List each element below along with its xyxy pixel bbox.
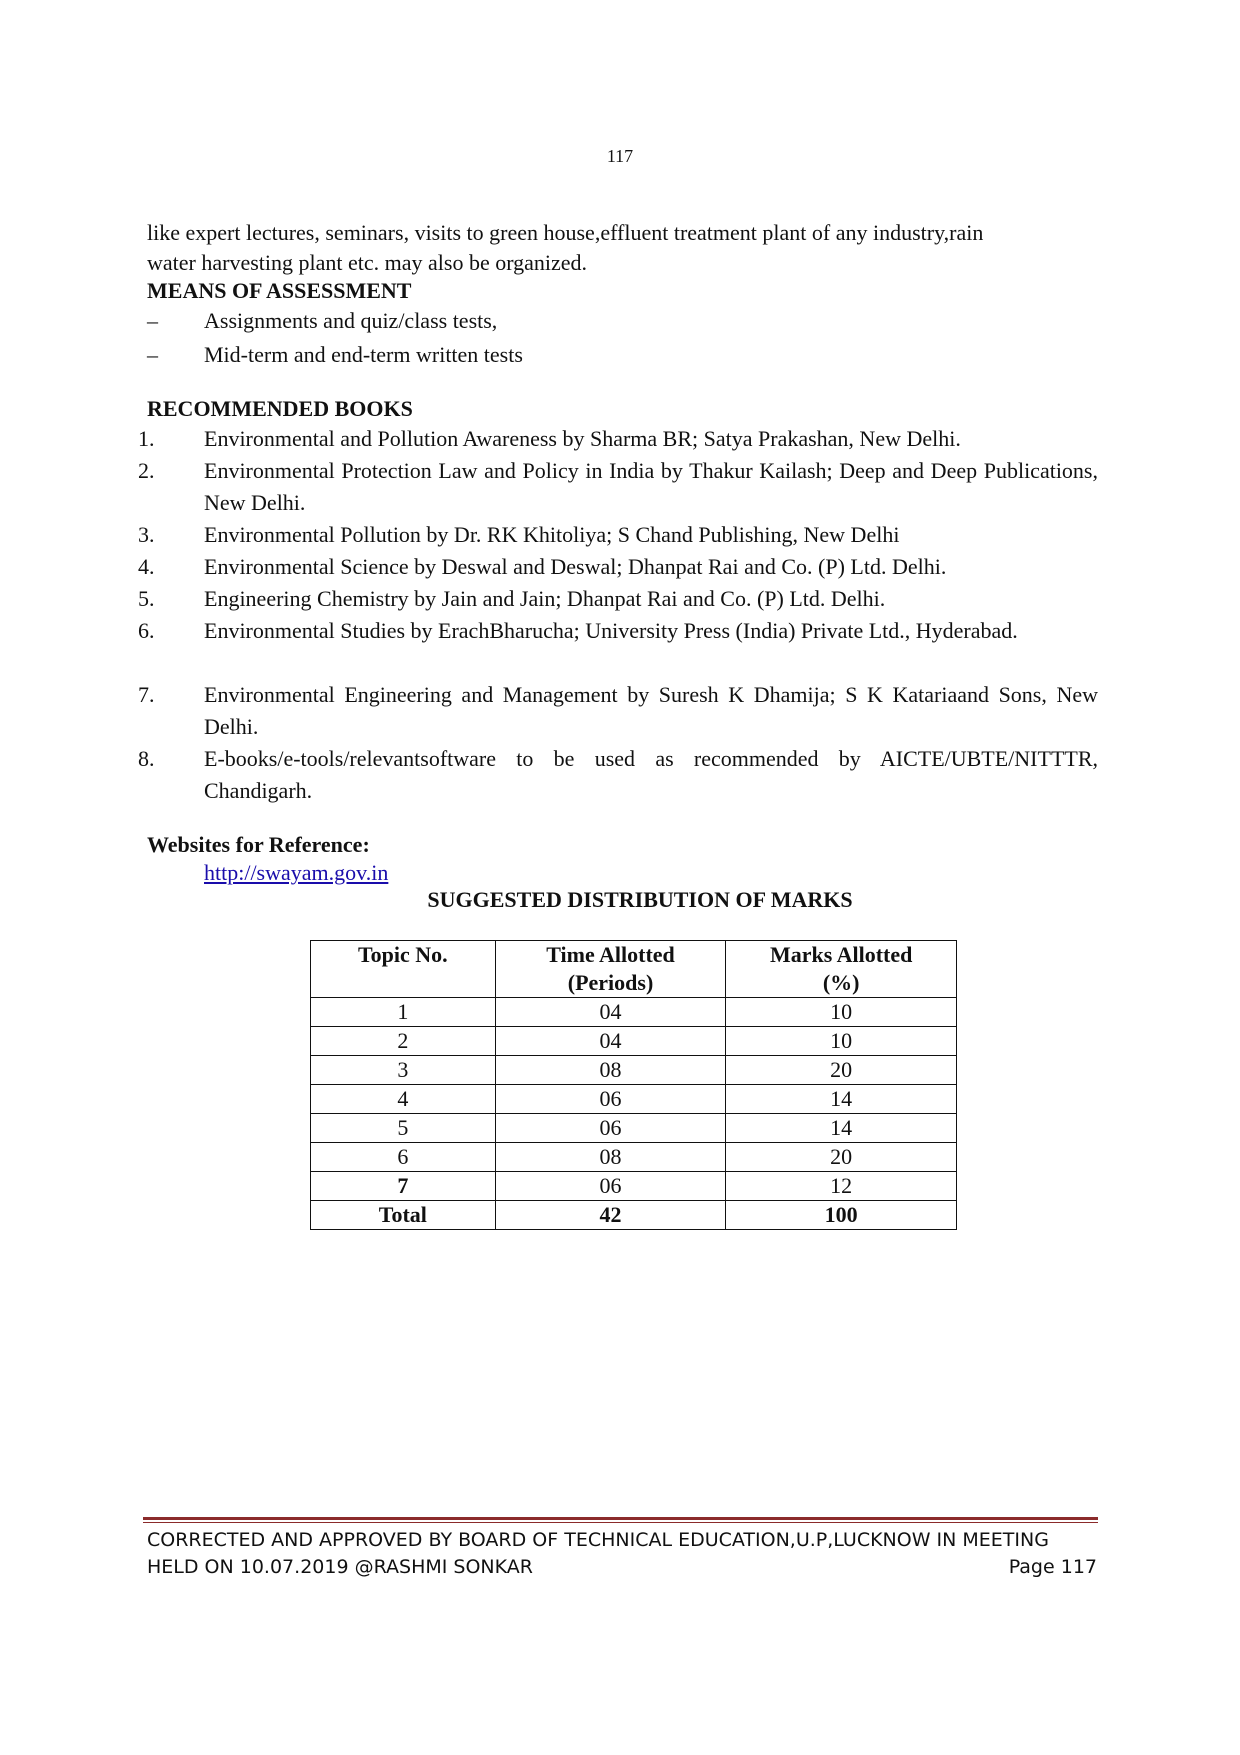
cell-time: 06: [495, 1085, 726, 1114]
cell-marks: 10: [726, 998, 957, 1027]
table-row: [311, 998, 957, 1027]
cell-topic: 7: [311, 1172, 496, 1201]
cell-time: 04: [495, 998, 726, 1027]
table-row: [311, 1085, 957, 1114]
marks-table-title: SUGGESTED DISTRIBUTION OF MARKS: [427, 887, 853, 912]
header-topic: Topic No.: [311, 941, 496, 998]
total-time: 42: [495, 1201, 726, 1230]
table-row: [311, 1056, 957, 1085]
cell-topic: 3: [311, 1056, 496, 1085]
footer-line-2: [147, 1554, 1097, 1581]
footer-rule: [143, 1517, 1098, 1520]
book-text: Environmental and Pollution Awareness by Sharma BR; Satya Prakashan, New Delhi.: [204, 426, 961, 451]
table-row: [311, 1027, 957, 1056]
intro-line-1: like expert lectures, seminars, visits to green house,effluent treatment plant of any industry,rain: [147, 220, 984, 245]
footer-rule-thin: [143, 1522, 1098, 1523]
cell-topic: 6: [311, 1143, 496, 1172]
bullet-dash: –: [147, 308, 158, 333]
books-heading: RECOMMENDED BOOKS: [147, 396, 413, 421]
cell-marks: 14: [726, 1085, 957, 1114]
book-text: Environmental Studies by ErachBharucha; University Press (India) Private Ltd., Hyderabad.: [204, 618, 1018, 643]
book-text: E-books/e-tools/relevantsoftware to be used as recommended by AICTE/UBTE/NITTTR, Chandigarh.: [204, 746, 1098, 803]
assessment-item-text: Assignments and quiz/class tests,: [204, 308, 498, 333]
book-text: Environmental Pollution by Dr. RK Khitoliya; S Chand Publishing, New Delhi: [204, 522, 900, 547]
table-header-row: [311, 941, 957, 998]
total-marks: 100: [726, 1201, 957, 1230]
swayam-link[interactable]: http://swayam.gov.in: [204, 860, 389, 885]
table-row: [311, 1114, 957, 1143]
table-row: [311, 1143, 957, 1172]
bullet-dash: –: [147, 342, 158, 367]
total-label: Total: [311, 1201, 496, 1230]
cell-time: 06: [495, 1172, 726, 1201]
footer-approval-text: HELD ON 10.07.2019 @RASHMI SONKAR: [147, 1556, 533, 1578]
websites-heading: Websites for Reference:: [147, 832, 370, 857]
cell-marks: 20: [726, 1056, 957, 1085]
book-item: [138, 615, 1098, 647]
book-text: Engineering Chemistry by Jain and Jain; Dhanpat Rai and Co. (P) Ltd. Delhi.: [204, 586, 886, 611]
book-item: [138, 423, 1098, 455]
book-number: 3.: [138, 522, 155, 547]
cell-time: 08: [495, 1056, 726, 1085]
assessment-item-text: Mid-term and end-term written tests: [204, 342, 523, 367]
marks-distribution-table: [310, 940, 957, 1230]
assessment-heading: MEANS OF ASSESSMENT: [147, 278, 412, 303]
intro-line-2: water harvesting plant etc. may also be organized.: [147, 250, 588, 275]
book-item: [138, 583, 1098, 615]
book-text: Environmental Engineering and Management by Suresh K Dhamija; S K Katariaand Sons, New Delhi.: [204, 682, 1098, 739]
cell-topic: 2: [311, 1027, 496, 1056]
header-time: Time Allotted (Periods): [495, 941, 726, 998]
cell-marks: 20: [726, 1143, 957, 1172]
cell-topic: 5: [311, 1114, 496, 1143]
book-text: Environmental Science by Deswal and Deswal; Dhanpat Rai and Co. (P) Ltd. Delhi.: [204, 554, 947, 579]
page-number-top: 117: [606, 146, 634, 166]
cell-topic: 4: [311, 1085, 496, 1114]
book-number: 7.: [138, 682, 155, 707]
cell-marks: 14: [726, 1114, 957, 1143]
book-number: 1.: [138, 426, 155, 451]
book-item: [138, 455, 1098, 519]
cell-time: 08: [495, 1143, 726, 1172]
book-number: 5.: [138, 586, 155, 611]
cell-marks: 12: [726, 1172, 957, 1201]
cell-time: 04: [495, 1027, 726, 1056]
book-item: [138, 743, 1098, 807]
book-number: 6.: [138, 618, 155, 643]
table-row: [311, 1172, 957, 1201]
header-marks: Marks Allotted (%): [726, 941, 957, 998]
book-number: 8.: [138, 746, 155, 771]
book-number: 2.: [138, 458, 155, 483]
book-item: [138, 519, 1098, 551]
footer-page-label: Page 117: [1008, 1556, 1097, 1578]
cell-marks: 10: [726, 1027, 957, 1056]
book-item: [138, 679, 1098, 743]
book-text: Environmental Protection Law and Policy in India by Thakur Kailash; Deep and Deep Publications, New Delhi.: [204, 458, 1098, 515]
cell-topic: 1: [311, 998, 496, 1027]
cell-time: 06: [495, 1114, 726, 1143]
book-item: [138, 551, 1098, 583]
table-total-row: [311, 1201, 957, 1230]
book-number: 4.: [138, 554, 155, 579]
footer-line-1: CORRECTED AND APPROVED BY BOARD OF TECHNICAL EDUCATION,U.P,LUCKNOW IN MEETING: [147, 1529, 1049, 1551]
